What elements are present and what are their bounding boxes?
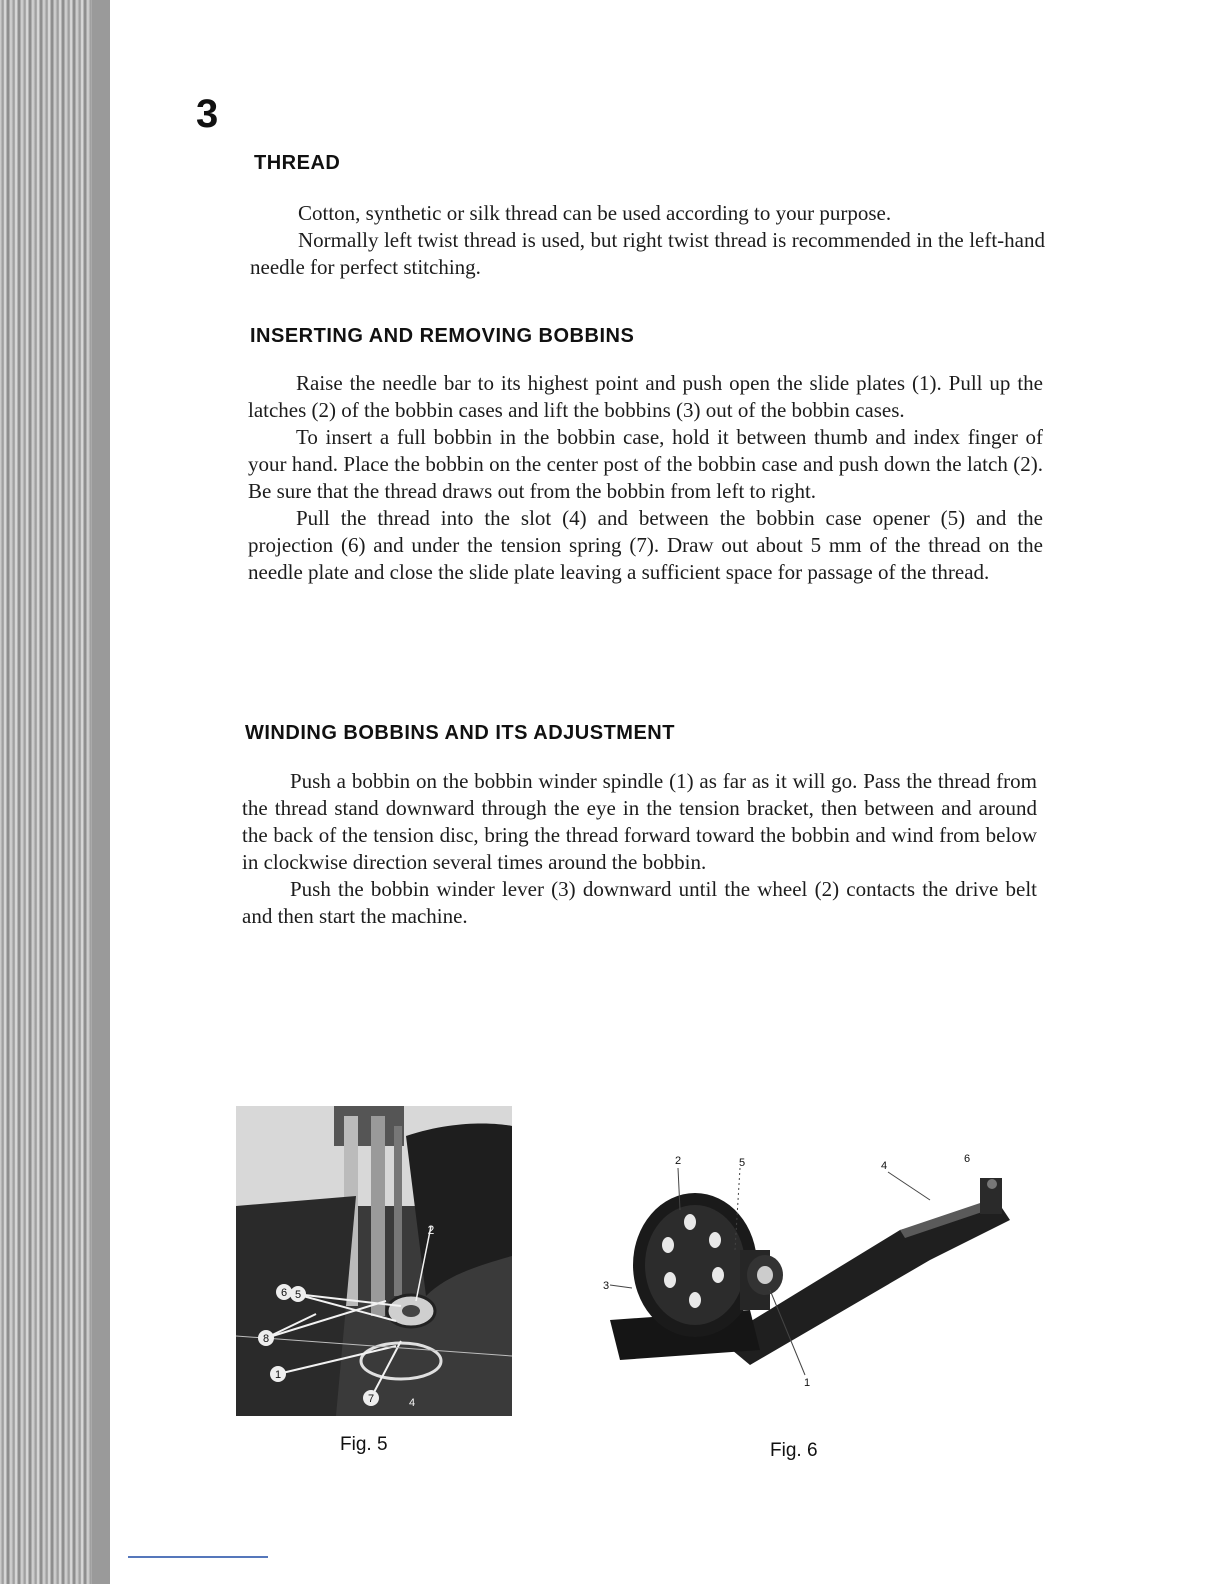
- fig6-caption: Fig. 6: [770, 1440, 818, 1461]
- fig5-callout-7: 7: [367, 1393, 375, 1405]
- fig6-callout-3: 3: [602, 1280, 610, 1292]
- fig5-callout-8: 8: [262, 1333, 270, 1345]
- thread-paragraph-2: Normally left twist thread is used, but right twist thread is recommended in the left-hand needle for perfect stitching.: [250, 228, 1045, 279]
- bobbins-body: [248, 370, 1043, 586]
- footer-rule: [128, 1556, 268, 1558]
- fig5-caption: Fig. 5: [340, 1434, 388, 1455]
- fig6-callout-4: 4: [880, 1160, 888, 1172]
- heading-winding-bobbins: WINDING BOBBINS AND ITS ADJUSTMENT: [245, 722, 675, 744]
- thread-paragraph-1: Cotton, synthetic or silk thread can be used according to your purpose.: [298, 201, 892, 225]
- heading-inserting-removing-bobbins: INSERTING AND REMOVING BOBBINS: [250, 325, 635, 347]
- fig6-callout-1: 1: [803, 1377, 811, 1389]
- fig5-callout-6: 6: [280, 1287, 288, 1299]
- fig6-callout-5: 5: [738, 1157, 746, 1169]
- bobbins-paragraph-2: To insert a full bobbin in the bobbin case, hold it between thumb and index finger of your hand. Place the bobbin on the center post of the bobbin case and push down the latch (2). Be sure that the thread draws out from the bobbin from left to right.: [248, 425, 1043, 503]
- fig6-callout-2: 2: [674, 1155, 682, 1167]
- bobbins-paragraph-1: Raise the needle bar to its highest point and push open the slide plates (1). Pull up the latches (2) of the bobbin cases and lift the bobbins (3) out of the bobbin cases.: [248, 371, 1043, 422]
- binding-edge-shadow: [92, 0, 110, 1584]
- bobbins-paragraph-3: Pull the thread into the slot (4) and between the bobbin case opener (5) and the projection (6) and under the tension spring (7). Draw out about 5 mm of the thread on the needle plate and close the slide plate leaving a sufficient space for passage of the thread.: [248, 506, 1043, 584]
- fig5-callout-5: 5: [294, 1289, 302, 1301]
- fig6-callout-6: 6: [963, 1153, 971, 1165]
- winding-paragraph-1: Push a bobbin on the bobbin winder spindle (1) as far as it will go. Pass the thread from the thread stand downward through the eye in the tension bracket, then between and around the back of the tension disc, bring the thread forward toward the bobbin and wind from below in clockwise direction several times around the bobbin.: [242, 769, 1037, 874]
- fig6-bobbin-winder-photo: [600, 1150, 1030, 1400]
- heading-thread: THREAD: [254, 152, 341, 174]
- fig5-callout-1: 1: [274, 1369, 282, 1381]
- page-number: 3: [196, 92, 219, 136]
- fig5-callout-4: 4: [408, 1397, 416, 1409]
- winding-body: [242, 768, 1037, 930]
- fig5-callout-2: 2: [427, 1223, 435, 1237]
- fig5-bobbin-case-photo: [236, 1106, 512, 1416]
- thread-body: [250, 200, 1045, 281]
- winding-paragraph-2: Push the bobbin winder lever (3) downward until the wheel (2) contacts the drive belt and then start the machine.: [242, 877, 1037, 928]
